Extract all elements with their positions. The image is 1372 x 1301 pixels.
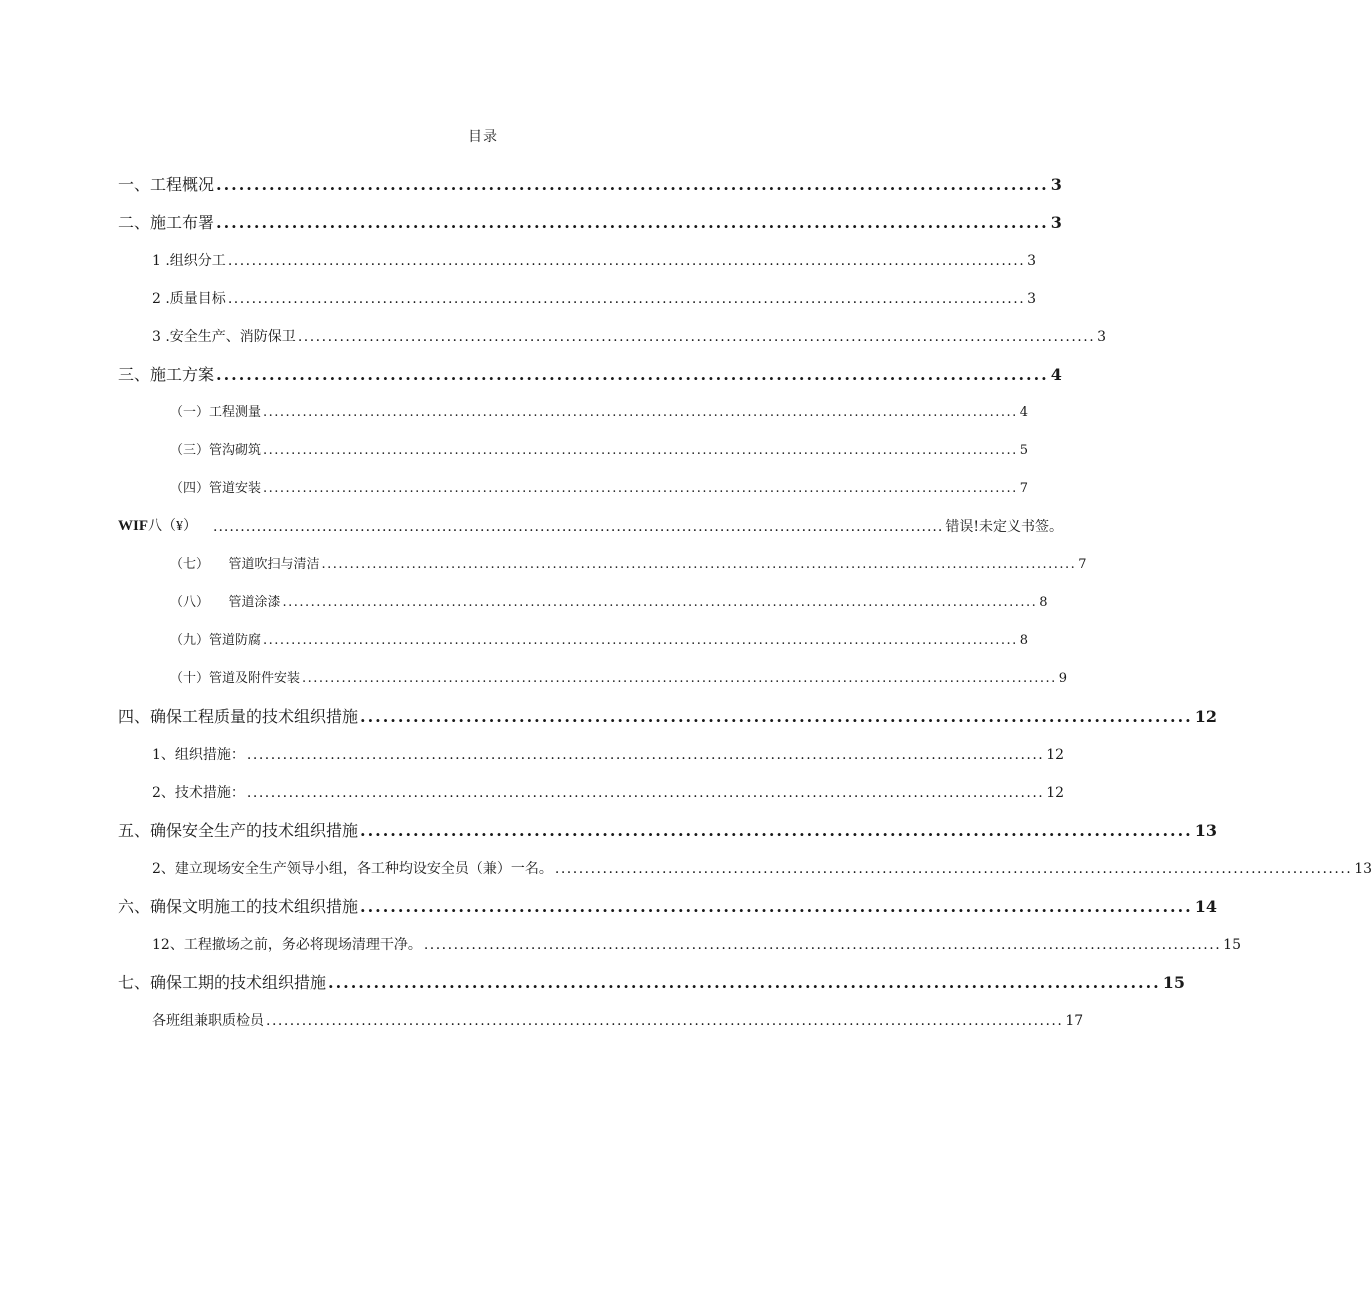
toc-entry-label: （三）管沟砌筑 bbox=[170, 443, 262, 458]
dot-leader: ...................................................................................................................................... bbox=[263, 633, 1018, 648]
dot-leader: ...................................................................................................................................... bbox=[302, 671, 1057, 686]
toc-entry-page: 12 bbox=[1194, 707, 1218, 726]
dot-leader: .............................................................................................................. bbox=[360, 707, 1193, 726]
dot-leader: .............................................................................................................. bbox=[360, 897, 1193, 916]
toc-entry-page: 4 bbox=[1050, 365, 1062, 384]
toc-entry[interactable] bbox=[118, 955, 1186, 993]
toc-entry-label: （八） 管道涂漆 bbox=[170, 595, 281, 610]
toc-title: 目录 bbox=[468, 129, 498, 145]
toc-entry[interactable] bbox=[118, 879, 1218, 917]
toc-entry-page: 3 bbox=[1097, 329, 1107, 345]
dot-leader: ...................................................................................................................................... bbox=[266, 1013, 1064, 1029]
toc-entry-label: 1 .组织分工 bbox=[152, 253, 226, 269]
toc-entry[interactable] bbox=[118, 689, 1218, 727]
toc-entry-page: 4 bbox=[1019, 405, 1029, 420]
toc-entry[interactable] bbox=[118, 347, 1062, 385]
dot-leader: ...................................................................................................................................... bbox=[227, 253, 1026, 269]
dot-leader: ...................................................................................................................................... bbox=[282, 595, 1038, 610]
toc-list bbox=[118, 157, 1372, 1031]
toc-entry-page: 3 bbox=[1027, 291, 1037, 307]
toc-entry-label: 12、工程撤场之前，务必将现场清理干净。 bbox=[152, 937, 422, 953]
toc-entry-label: 2、技术措施： bbox=[152, 785, 245, 801]
toc-entry[interactable] bbox=[118, 917, 1241, 955]
toc-entry[interactable] bbox=[118, 157, 1062, 195]
toc-entry[interactable] bbox=[118, 461, 1029, 499]
toc-entry-page: 3 bbox=[1027, 253, 1037, 269]
dot-leader: ...................................................................................................................................... bbox=[263, 443, 1018, 458]
toc-entry[interactable] bbox=[118, 309, 1107, 347]
toc-entry-label: 七、确保工期的技术组织措施 bbox=[118, 973, 327, 992]
toc-entry[interactable] bbox=[118, 841, 1372, 879]
toc-entry-page: 3 bbox=[1050, 175, 1062, 194]
toc-entry-label: 2 .质量目标 bbox=[152, 291, 226, 307]
toc-entry-label: 2、建立现场安全生产领导小组，各工种均设安全员（兼）一名。 bbox=[152, 861, 553, 877]
toc-entry-page: 15 bbox=[1162, 973, 1186, 992]
toc-entry[interactable] bbox=[118, 233, 1037, 271]
toc-entry[interactable] bbox=[118, 727, 1065, 765]
toc-entry[interactable] bbox=[118, 651, 1068, 689]
toc-entry-page: 9 bbox=[1058, 671, 1068, 686]
dot-leader: ...................................................................................................................................... bbox=[263, 405, 1018, 420]
toc-entry[interactable] bbox=[118, 765, 1065, 803]
toc-entry-label: 1、组织措施： bbox=[152, 747, 245, 763]
dot-leader: .............................................................................................................. bbox=[328, 973, 1161, 992]
toc-entry-page: 8 bbox=[1039, 595, 1048, 610]
toc-entry-label: 五、确保安全生产的技术组织措施 bbox=[118, 821, 359, 840]
toc-entry-page: 12 bbox=[1046, 785, 1065, 801]
toc-entry-label-rest: 八（¥） bbox=[148, 519, 197, 534]
toc-entry-label: （十）管道及附件安装 bbox=[170, 671, 301, 686]
toc-entry-label: 各班组兼职质检员 bbox=[152, 1013, 264, 1029]
dot-leader: ...................................................................................................................................... bbox=[213, 519, 944, 535]
toc-entry-page: 17 bbox=[1065, 1013, 1084, 1029]
toc-entry-label: （四）管道安装 bbox=[170, 481, 262, 496]
toc-entry[interactable] bbox=[118, 423, 1029, 461]
dot-leader: ...................................................................................................................................... bbox=[227, 291, 1026, 307]
toc-entry[interactable] bbox=[118, 803, 1218, 841]
toc-entry-label: （九）管道防腐 bbox=[170, 633, 262, 648]
toc-entry-page: 15 bbox=[1223, 937, 1241, 953]
toc-entry-page: 3 bbox=[1050, 213, 1062, 232]
toc-entry-page: 8 bbox=[1019, 633, 1029, 648]
dot-leader: ...................................................................................................................................... bbox=[246, 747, 1045, 763]
toc-entry[interactable] bbox=[118, 575, 1048, 613]
toc-entry-label: （一）工程测量 bbox=[170, 405, 262, 420]
toc-entry-page: 7 bbox=[1019, 481, 1029, 496]
toc-entry-page: 7 bbox=[1078, 557, 1087, 572]
toc-entry-page: 12 bbox=[1046, 747, 1065, 763]
toc-entry-page: 14 bbox=[1194, 897, 1218, 916]
dot-leader: ...................................................................................................................................... bbox=[423, 937, 1222, 953]
dot-leader: ...................................................................................................................................... bbox=[246, 785, 1045, 801]
toc-entry-label: 一、工程概况 bbox=[118, 175, 215, 194]
toc-entry[interactable] bbox=[118, 385, 1029, 423]
toc-entry[interactable] bbox=[118, 271, 1037, 309]
toc-entry-page: 5 bbox=[1019, 443, 1029, 458]
dot-leader: ...................................................................................................................................... bbox=[263, 481, 1018, 496]
dot-leader: .............................................................................................................. bbox=[216, 175, 1049, 194]
dot-leader: .............................................................................................................. bbox=[360, 821, 1193, 840]
dot-leader: ...................................................................................................................................... bbox=[554, 861, 1353, 877]
toc-entry-label: 二、施工布署 bbox=[118, 213, 215, 232]
toc-entry[interactable] bbox=[118, 537, 1087, 575]
toc-entry[interactable] bbox=[118, 195, 1062, 233]
toc-entry-label bbox=[118, 516, 197, 537]
dot-leader: ...................................................................................................................................... bbox=[321, 557, 1077, 572]
toc-entry-page: 13 bbox=[1194, 821, 1218, 840]
toc-entry-label-bold: WIF bbox=[118, 518, 148, 534]
toc-entry[interactable] bbox=[118, 613, 1029, 651]
dot-leader: .............................................................................................................. bbox=[216, 213, 1049, 232]
toc-entry-error[interactable] bbox=[118, 499, 1063, 537]
dot-leader: .............................................................................................................. bbox=[216, 365, 1049, 384]
toc-entry-label: （七） 管道吹扫与清洁 bbox=[170, 557, 320, 572]
toc-entry-page: 13 bbox=[1354, 861, 1372, 877]
toc-entry-label: 三、施工方案 bbox=[118, 365, 215, 384]
toc-entry[interactable] bbox=[118, 993, 1084, 1031]
dot-leader: ...................................................................................................................................... bbox=[297, 329, 1096, 345]
toc-entry-page: 错误!未定义书签。 bbox=[945, 519, 1063, 535]
toc-entry-label: 3 .安全生产、消防保卫 bbox=[152, 329, 296, 345]
toc-entry-label: 六、确保文明施工的技术组织措施 bbox=[118, 897, 359, 916]
toc-entry-label: 四、确保工程质量的技术组织措施 bbox=[118, 707, 359, 726]
